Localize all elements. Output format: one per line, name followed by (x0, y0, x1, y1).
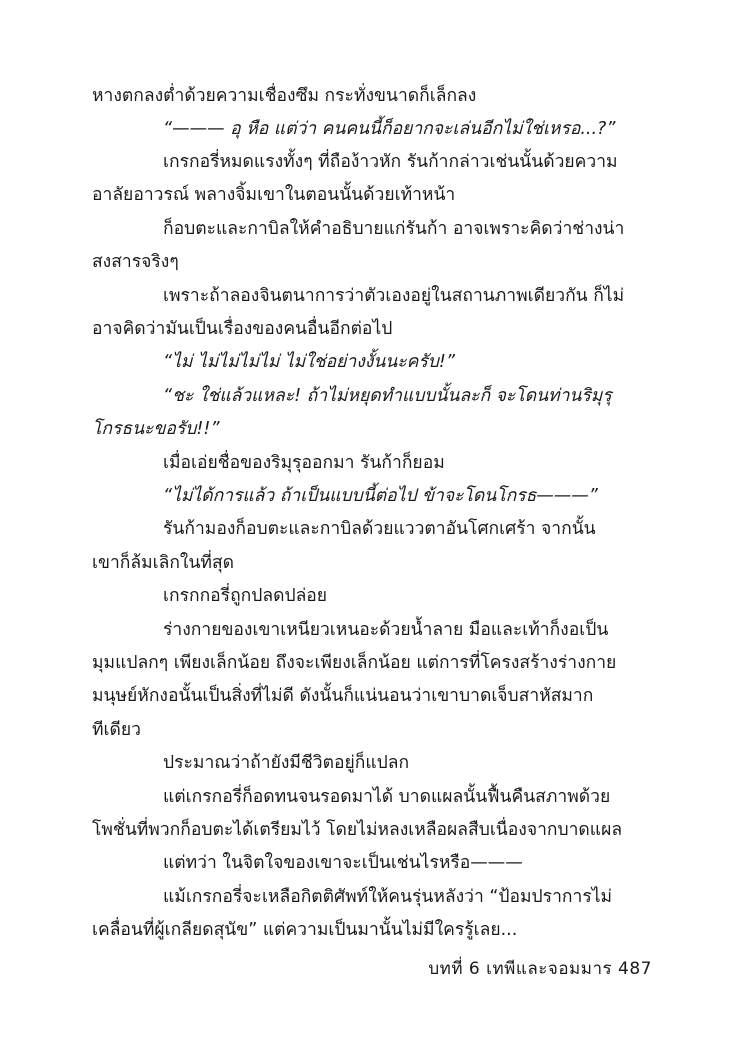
text-line: อาลัยอาวรณ์ พลางจิ้มเขาในตอนนั้นด้วยเท้าหน้า (92, 185, 456, 205)
page-footer: บทที่ 6 เทพีและจอมมาร 487 (428, 959, 652, 979)
text-line: เกรกอรี่หมดแรงทั้งๆ ที่ถือง้าวหัก รันก้ากล่าวเช่นนั้นด้วยความ (163, 152, 618, 172)
text-line: “ไม่ได้การแล้ว ถ้าเป็นแบบนี้ต่อไป ข้าจะโดนโกรธ———” (163, 486, 598, 506)
text-line: “——— อุ หือ แต่ว่า คนคนนี้ก็อยากจะเล่นอีกไม่ใช่เหรอ...?” (163, 119, 616, 139)
text-line: เพราะถ้าลองจินตนาการว่าตัวเองอยู่ในสถานภาพเดียวกัน ก็ไม่ (163, 286, 625, 306)
text-line: แม้เกรกอรี่จะเหลือกิตติศัพท์ให้คนรุ่นหลังว่า “ป้อมปราการไม่ (163, 887, 613, 907)
text-line: ร่างกายของเขาเหนียวเหนอะด้วยน้ำลาย มือและเท้าก็งอเป็น (163, 620, 609, 640)
text-line: หางตกลงต่ำด้วยความเชื่องซึม กระทั่งขนาดก็เล็กลง (92, 86, 477, 106)
text-line: ก็อบตะและกาบิลให้คำอธิบายแก่รันก้า อาจเพราะคิดว่าช่างน่า (163, 219, 625, 239)
text-line: เขาก็ล้มเลิกในที่สุด (92, 553, 235, 573)
text-line: โกรธนะขอรับ!!” (92, 419, 220, 439)
text-line: รันก้ามองก็อบตะและกาบิลด้วยแววตาอันโศกเศร้า จากนั้น (163, 519, 596, 539)
text-line: โพชั่นที่พวกก็อบตะได้เตรียมไว้ โดยไม่หลงเหลือผลสืบเนื่องจากบาดแผล (92, 820, 623, 840)
text-line: “ชะ ใช่แล้วแหละ! ถ้าไม่หยุดทำแบบนั้นละก็ จะโดนท่านริมุรุ (163, 386, 612, 406)
text-line: แต่ทว่า ในจิตใจของเขาจะเป็นเช่นไรหรือ——— (163, 853, 523, 873)
text-line: เมื่อเอ่ยชื่อของริมุรุออกมา รันก้าก็ยอม (163, 453, 445, 473)
text-line: เคลื่อนที่ผู้เกลียดสุนัข” แต่ความเป็นมานั้นไม่มีใครรู้เลย... (92, 920, 518, 940)
text-line: มุมแปลกๆ เพียงเล็กน้อย ถึงจะเพียงเล็กน้อย แต่การที่โครงสร้างร่างกาย (92, 653, 617, 673)
text-line: แต่เกรกอรี่ก็อดทนจนรอดมาได้ บาดแผลนั้นฟื้นคืนสภาพด้วย (163, 787, 611, 807)
text-line: ทีเดียว (92, 720, 141, 740)
text-line: มนุษย์หักงอนั้นเป็นสิ่งที่ไม่ดี ดังนั้นก็แน่นอนว่าเขาบาดเจ็บสาหัสมาก (92, 686, 594, 706)
text-line: ประมาณว่าถ้ายังมีชีวิตอยู่ก็แปลก (163, 753, 410, 773)
text-line: สงสารจริงๆ (92, 252, 179, 272)
text-line: “ไม่ ไม่ไม่ไม่ไม่ ไม่ใช่อย่างงั้นนะครับ!” (163, 352, 455, 372)
text-line: เกรกกอรี่ถูกปลดปล่อย (163, 586, 328, 606)
text-line: อาจคิดว่ามันเป็นเรื่องของคนอื่นอีกต่อไป (92, 319, 393, 339)
